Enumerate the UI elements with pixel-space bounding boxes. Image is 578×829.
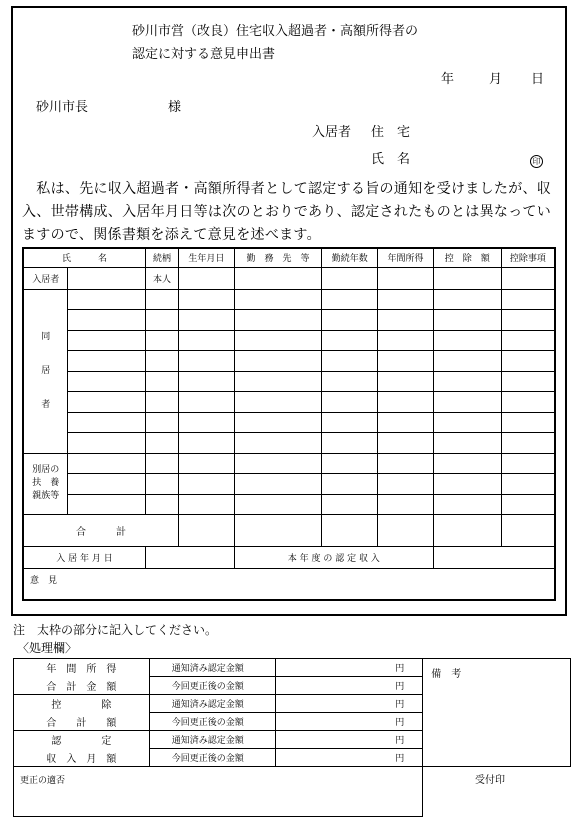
opinion-row [23,568,555,600]
move-in-row [23,547,555,569]
total-row [23,515,555,547]
processing-table [13,658,571,817]
occupant-relation: 本人 [146,267,179,289]
processing-item-4: 今回更正後の金額 [149,713,275,731]
processing-unit-2: 円 [275,677,423,695]
occupant-label: 入居者 [23,267,68,289]
processing-unit-1: 円 [275,659,423,677]
processing-label-4: 合 計 額 [14,713,150,731]
form-title-line2: 認定に対する意見申出書 [132,47,276,62]
header-relation: 続柄 [146,248,179,267]
address-label: 住 宅 [371,125,411,140]
table-row-occupant [23,267,555,289]
name-label: 氏 名 [371,152,411,167]
processing-unit-4: 円 [275,713,423,731]
header-annual-income: 年間所得 [378,248,434,267]
cohabitant-label: 同 居 者 [23,289,68,453]
applicant-label: 入居者 [312,125,352,140]
processing-unit-6: 円 [275,749,423,767]
move-in-date-field[interactable] [146,547,235,569]
header-workplace: 勤 務 先 等 [234,248,322,267]
header-years-employed: 勤続年数 [322,248,378,267]
current-income-label: 本 年 度 の 認 定 収 入 [234,547,433,569]
header-name: 氏 名 [23,248,146,267]
addressee-honorific: 様 [168,100,182,115]
opinion-field[interactable] [23,568,555,600]
remarks-cell [423,659,571,767]
separated-dependents-label: 別居の 扶 養 親族等 [23,453,68,515]
processing-unit-3: 円 [275,695,423,713]
processing-heading: 〈処理欄〉 [17,641,78,655]
note-text: 注 太枠の部分に記入してください。 [13,623,218,637]
form-title-line1: 砂川市営（改良）住宅収入超過者・高額所得者の [132,24,419,39]
processing-item-2: 今回更正後の金額 [149,677,275,695]
header-birthdate: 生年月日 [178,248,234,267]
body-paragraph: 私は、先に収入超過者・高額所得者として認定する旨の通知を受けましたが、収入、世帯構成、入居年月日等は次のとおりであり、認定されたものとは異なっていますので、関係書類を添えて意見を述べます。 [22,181,552,243]
seal-mark: 印 [530,149,543,168]
move-in-date-label: 入 居 年 月 日 [23,547,146,569]
addressee: 砂川市長 [36,100,89,115]
total-label: 合 計 [23,515,178,547]
correction-cell [14,767,423,817]
processing-unit-5: 円 [275,731,423,749]
table-header-row [23,248,555,267]
processing-item-6: 今回更正後の金額 [149,749,275,767]
processing-label-2: 合 計 金 額 [14,677,150,695]
header-deduction-amount: 控 除 額 [433,248,501,267]
current-income-field[interactable] [433,547,555,569]
processing-item-3: 通知済み認定金額 [149,695,275,713]
processing-label-3: 控 除 [14,695,150,713]
household-table [22,247,556,601]
opinion-label: 意 見 [30,575,58,586]
processing-item-1: 通知済み認定金額 [149,659,275,677]
processing-label-1: 年 間 所 得 [14,659,150,677]
date-year-label: 年 [441,72,455,87]
processing-item-5: 通知済み認定金額 [149,731,275,749]
remarks-label: 備 考 [431,669,462,680]
processing-label-5: 認 定 [14,731,150,749]
date-month-label: 月 [489,72,503,87]
correction-label: 更正の適否 [20,776,66,786]
receipt-stamp-label: 受付印 [475,775,505,786]
header-deduction-items: 控除事項 [501,248,555,267]
date-day-label: 日 [531,72,545,87]
processing-label-6: 収 入 月 額 [14,749,150,767]
